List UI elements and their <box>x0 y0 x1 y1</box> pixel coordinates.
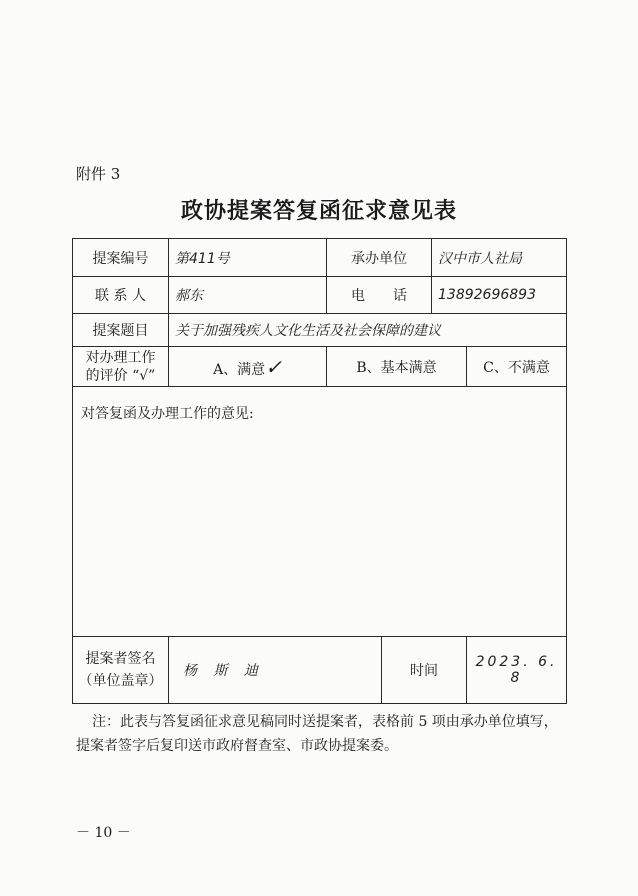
time-label: 时间 <box>382 637 467 704</box>
opinion-label: 对答复函及办理工作的意见: <box>73 387 567 637</box>
footnote: 注：此表与答复函征求意见稿同时送提案者，表格前 5 项由承办单位填写，提案者签字后复印送市政府督查室、市政协提案委。 <box>76 714 558 754</box>
evaluation-label-line2: 的评价 “√” <box>85 367 156 384</box>
handling-unit-value: 汉中市人社局 <box>432 239 567 277</box>
row-evaluation <box>73 347 567 387</box>
row-opinion <box>73 387 567 637</box>
signature-label-line1: 提案者签名 <box>85 651 156 667</box>
annex-label: 附件 3 <box>76 165 121 183</box>
option-b-label: B、基本满意 <box>327 347 467 387</box>
proposal-number-value: 第411号 <box>169 239 327 277</box>
time-value: 2023. 6. 8 <box>467 637 567 704</box>
signature-value: 杨 斯 迪 <box>169 637 382 704</box>
contact-label: 联 系 人 <box>73 277 169 314</box>
signature-label <box>73 637 169 704</box>
option-a-label: A、满意 <box>213 361 266 378</box>
topic-label: 提案题目 <box>73 314 169 347</box>
phone-label: 电 话 <box>327 277 432 314</box>
option-c-label: C、不满意 <box>467 347 567 387</box>
row-signature <box>73 637 567 704</box>
topic-value: 关于加强残疾人文化生活及社会保障的建议 <box>169 314 567 347</box>
row-proposal-number <box>73 239 567 277</box>
signature-label-line2: （单位盖章） <box>78 673 163 689</box>
evaluation-label <box>73 347 169 387</box>
contact-value: 郝东 <box>169 277 327 314</box>
row-topic <box>73 314 567 347</box>
page-title: 政协提案答复函征求意见表 <box>180 198 457 224</box>
feedback-form-table <box>72 238 567 704</box>
option-a-cell <box>169 347 327 387</box>
evaluation-label-line1: 对办理工作 <box>85 349 156 366</box>
checkmark-icon: ✓ <box>265 354 282 379</box>
page-number: － 10 － <box>76 825 131 841</box>
phone-value: 13892696893 <box>432 277 567 314</box>
row-contact <box>73 277 567 314</box>
handling-unit-label: 承办单位 <box>327 239 432 277</box>
proposal-number-label: 提案编号 <box>73 239 169 277</box>
